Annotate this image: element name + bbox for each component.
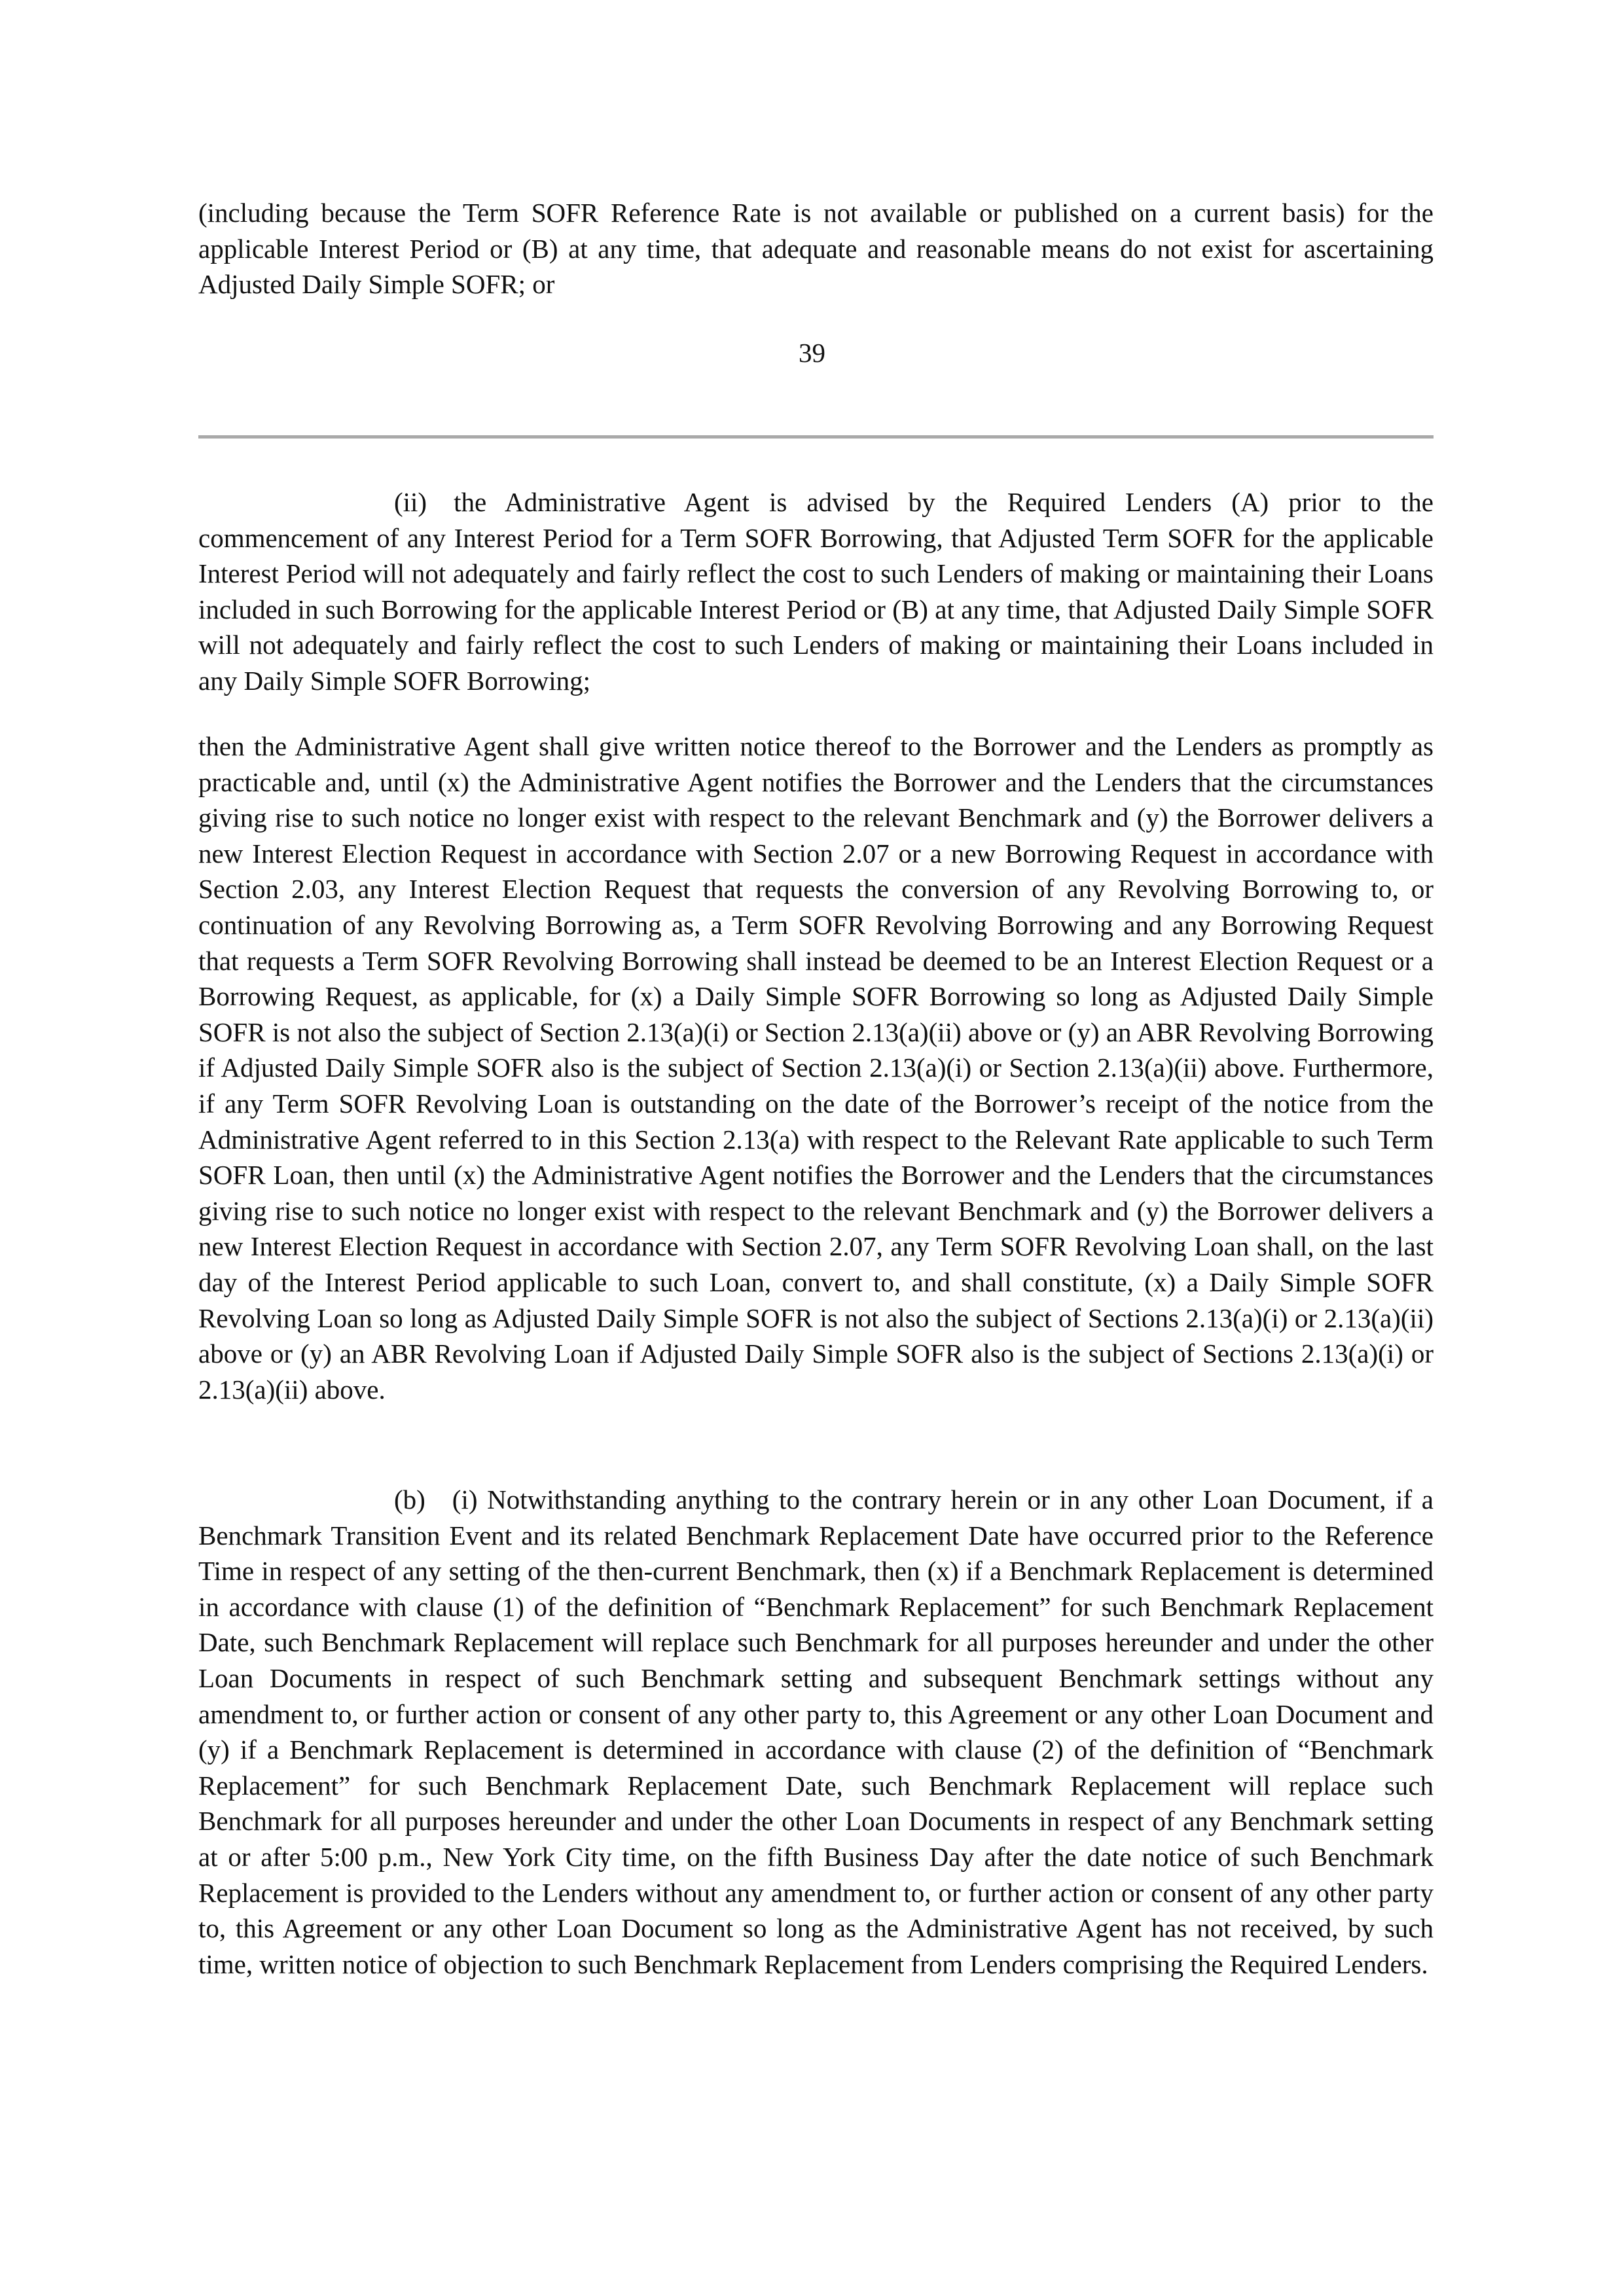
clause-b-paragraph: (b) (i) Notwithstanding anything to the contrary herein or in any other Loan Document, if a Benchmark Transition Event and its related Benchmark Replacement Date have occurred prior to the Reference Time in respect of any setting of the then-current Benchmark, then (x) if a Benchmark Replacement is determined in accordance with clause (1) of the definition of “Benchmark Replacement” for such Benchmark Replacement Date, such Benchmark Replacement will replace such Benchmark for all purposes hereunder and under the other Loan Documents in respect of such Benchmark setting and subsequent Benchmark settings without any amendment to, or further action or consent of any other party to, this Agreement or any other Loan Document and (y) if a Benchmark Replacement is determined in accordance with clause (2) of the definition of “Benchmark Replacement” for such Benchmark Replacement Date, such Benchmark Replacement will replace such Benchmark for all purposes hereunder and under the other Loan Documents in respect of any Benchmark setting at or after 5:00 p.m., New York City time, on the fifth Business Day after the date notice of such Benchmark Replacement is provided to the Lenders without any amendment to, or further action or consent of any other party to, this Agreement or any other Loan Document so long as the Administrative Agent has not received, by such time, written notice of objection to such Benchmark Replacement from Lenders comprising the Required Lenders. xyxy=(198,1484,1434,1979)
clause-ii-paragraph: (ii) the Administrative Agent is advised by the Required Lenders (A) prior to the commencement of any Interest Period for a Term SOFR Borrowing, that Adjusted Term SOFR for the applicable Interest Period will not adequately and fairly reflect the cost to such Lenders of making or maintaining their Loans included in such Borrowing for the applicable Interest Period or (B) at any time, that Adjusted Daily Simple SOFR will not adequately and fairly reflect the cost to such Lenders of making or maintaining their Loans included in any Daily Simple SOFR Borrowing; xyxy=(198,487,1434,696)
continuation-paragraph: (including because the Term SOFR Reference Rate is not available or published on a current basis) for the applicable Interest Period or (B) at any time, that adequate and reasonable means do not exist for ascertaining Adjusted Daily Simple SOFR; or xyxy=(198,198,1434,300)
then-clause-paragraph: then the Administrative Agent shall give written notice thereof to the Borrower and the Lenders as promptly as practicable and, until (x) the Administrative Agent notifies the Borrower and the Lenders that the circumstances giving rise to such notice no longer exist with respect to the relevant Benchmark and (y) the Borrower delivers a new Interest Election Request in accordance with Section 2.07 or a new Borrowing Request in accordance with Section 2.03, any Interest Election Request that requests the conversion of any Revolving Borrowing to, or continuation of any Revolving Borrowing as, a Term SOFR Revolving Borrowing and any Borrowing Request that requests a Term SOFR Revolving Borrowing shall instead be deemed to be an Interest Election Request or a Borrowing Request, as applicable, for (x) a Daily Simple SOFR Borrowing so long as Adjusted Daily Simple SOFR is not also the subject of Section 2.13(a)(i) or Section 2.13(a)(ii) above or (y) an ABR Revolving Borrowing if Adjusted Daily Simple SOFR also is the subject of Section 2.13(a)(i) or Section 2.13(a)(ii) above. Furthermore, if any Term SOFR Revolving Loan is outstanding on the date of the Borrower’s receipt of the notice from the Administrative Agent referred to in this Section 2.13(a) with respect to the Relevant Rate applicable to such Term SOFR Loan, then until (x) the Administrative Agent notifies the Borrower and the Lenders that the circumstances giving rise to such notice no longer exist with respect to the relevant Benchmark and (y) the Borrower delivers a new Interest Election Request in accordance with Section 2.07, any Term SOFR Revolving Loan shall, on the last day of the Interest Period applicable to such Loan, convert to, and shall constitute, (x) a Daily Simple SOFR Revolving Loan so long as Adjusted Daily Simple SOFR is not also the subject of Sections 2.13(a)(i) or 2.13(a)(ii) above or (y) an ABR Revolving Loan if Adjusted Daily Simple SOFR also is the subject of Sections 2.13(a)(i) or 2.13(a)(ii) above. xyxy=(198,731,1434,1405)
page-break-rule xyxy=(198,435,1434,439)
page-number: 39 xyxy=(799,338,825,368)
